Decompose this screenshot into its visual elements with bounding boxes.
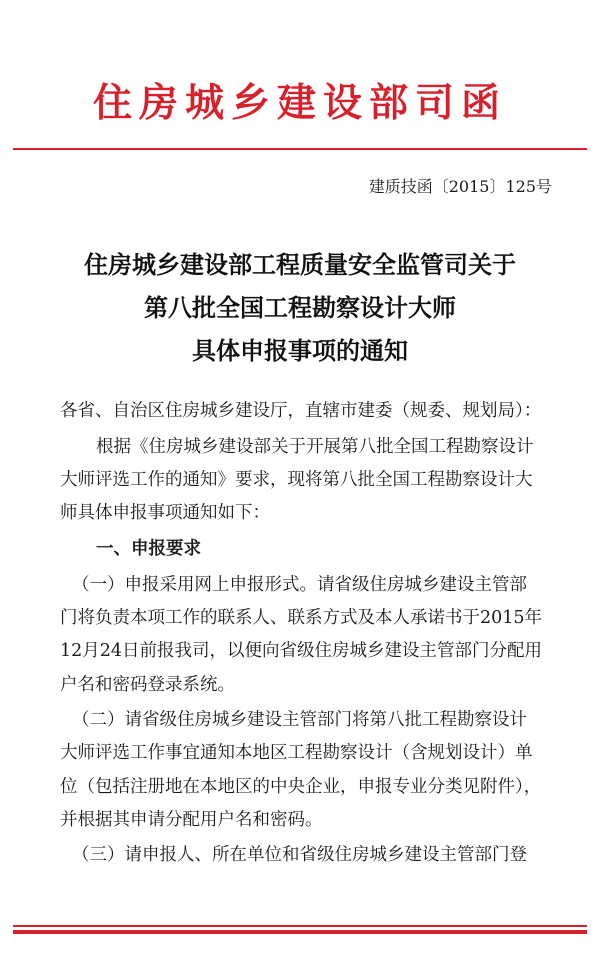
paragraph-line: 大师评选工作事宜通知本地区工程勘察设计（含规划设计）单 — [60, 743, 533, 763]
title-line: 第八批全国工程勘察设计大师 — [144, 294, 456, 322]
letterhead-title: 住房城乡建设部司函 — [92, 80, 507, 126]
paragraph-line: 师具体申报事项通知如下： — [60, 503, 270, 523]
paragraph-line: 根据《住房城乡建设部关于开展第八批全国工程勘察设计 — [96, 437, 534, 457]
paragraph-line: （二）请省级住房城乡建设主管部门将第八批工程勘察设计 — [72, 710, 527, 730]
footer-red-rule-thick — [13, 930, 587, 934]
letterhead-red-rule — [13, 148, 587, 150]
title-line: 具体申报事项的通知 — [192, 337, 408, 365]
section-heading: 一、申报要求 — [96, 539, 201, 559]
paragraph-line: 门将负责本项工作的联系人、联系方式及本人承诺书于2015年 — [60, 608, 543, 628]
paragraph-line: 大师评选工作的通知》要求，现将第八批全国工程勘察设计大 — [60, 470, 533, 490]
salutation: 各省、自治区住房城乡建设厅，直辖市建委（规委、规划局）： — [60, 401, 542, 421]
paragraph-line: （一）申报采用网上申报形式。请省级住房城乡建设主管部 — [72, 575, 527, 595]
paragraph-line: （三）请申报人、所在单位和省级住房城乡建设主管部门登 — [72, 845, 527, 865]
footer-red-rule-thin — [13, 925, 587, 927]
document-number: 建质技函〔2015〕125号 — [368, 177, 552, 196]
paragraph-line: 位（包括注册地在本地区的中央企业，申报专业分类见附件）， — [60, 777, 542, 797]
paragraph-line: 并根据其申请分配用户名和密码。 — [60, 810, 323, 830]
title-line: 住房城乡建设部工程质量安全监管司关于 — [84, 251, 516, 279]
paragraph-line: 12月24日前报我司，以便向省级住房城乡建设主管部门分配用 — [60, 641, 543, 661]
paragraph-line: 户名和密码登录系统。 — [60, 675, 235, 695]
